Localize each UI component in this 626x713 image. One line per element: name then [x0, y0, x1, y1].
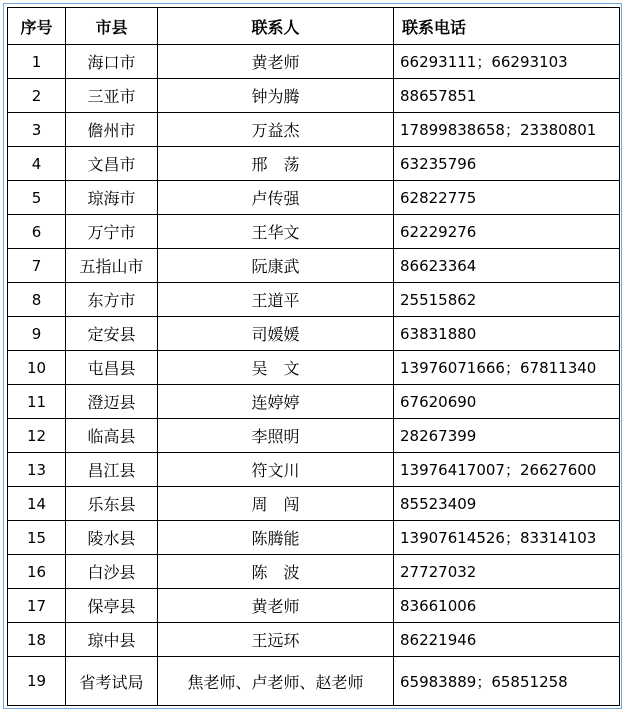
cell-contact: 焦老师、卢老师、赵老师 — [158, 657, 394, 706]
cell-seq: 10 — [8, 351, 66, 385]
cell-city: 琼中县 — [66, 623, 158, 657]
cell-city: 昌江县 — [66, 453, 158, 487]
cell-seq: 18 — [8, 623, 66, 657]
cell-seq: 14 — [8, 487, 66, 521]
table-row — [8, 181, 620, 215]
cell-seq: 11 — [8, 385, 66, 419]
table-body — [8, 45, 620, 706]
cell-seq: 19 — [8, 657, 66, 706]
cell-phone: 83661006 — [394, 589, 620, 623]
cell-contact: 符文川 — [158, 453, 394, 487]
cell-contact: 吴 文 — [158, 351, 394, 385]
cell-seq: 12 — [8, 419, 66, 453]
cell-city: 省考试局 — [66, 657, 158, 706]
cell-contact: 连婷婷 — [158, 385, 394, 419]
cell-phone: 65983889；65851258 — [394, 657, 620, 706]
cell-city: 白沙县 — [66, 555, 158, 589]
header-seq: 序号 — [8, 8, 66, 45]
cell-contact: 黄老师 — [158, 45, 394, 79]
cell-seq: 1 — [8, 45, 66, 79]
cell-phone: 13907614526；83314103 — [394, 521, 620, 555]
cell-city: 定安县 — [66, 317, 158, 351]
table-row — [8, 623, 620, 657]
cell-contact: 邢 荡 — [158, 147, 394, 181]
cell-city: 陵水县 — [66, 521, 158, 555]
cell-seq: 13 — [8, 453, 66, 487]
cell-city: 保亭县 — [66, 589, 158, 623]
cell-contact: 李照明 — [158, 419, 394, 453]
cell-phone: 62822775 — [394, 181, 620, 215]
cell-city: 文昌市 — [66, 147, 158, 181]
table-row — [8, 385, 620, 419]
table-row — [8, 589, 620, 623]
cell-city: 儋州市 — [66, 113, 158, 147]
cell-seq: 4 — [8, 147, 66, 181]
cell-seq: 3 — [8, 113, 66, 147]
cell-seq: 15 — [8, 521, 66, 555]
table-row — [8, 147, 620, 181]
cell-city: 东方市 — [66, 283, 158, 317]
cell-contact: 钟为腾 — [158, 79, 394, 113]
cell-phone: 13976417007；26627600 — [394, 453, 620, 487]
cell-phone: 27727032 — [394, 555, 620, 589]
table-row — [8, 215, 620, 249]
cell-phone: 17899838658；23380801 — [394, 113, 620, 147]
table-row — [8, 657, 620, 706]
cell-city: 三亚市 — [66, 79, 158, 113]
cell-contact: 黄老师 — [158, 589, 394, 623]
cell-seq: 6 — [8, 215, 66, 249]
contact-table — [7, 7, 620, 706]
header-city: 市县 — [66, 8, 158, 45]
table-row — [8, 79, 620, 113]
table-row — [8, 113, 620, 147]
cell-phone: 86623364 — [394, 249, 620, 283]
cell-phone: 62229276 — [394, 215, 620, 249]
table-row — [8, 419, 620, 453]
cell-phone: 67620690 — [394, 385, 620, 419]
cell-city: 澄迈县 — [66, 385, 158, 419]
cell-city: 万宁市 — [66, 215, 158, 249]
cell-city: 海口市 — [66, 45, 158, 79]
table-row — [8, 453, 620, 487]
cell-contact: 卢传强 — [158, 181, 394, 215]
table-row — [8, 555, 620, 589]
cell-contact: 周 闯 — [158, 487, 394, 521]
cell-phone: 66293111；66293103 — [394, 45, 620, 79]
cell-phone: 86221946 — [394, 623, 620, 657]
cell-contact: 万益杰 — [158, 113, 394, 147]
cell-phone: 88657851 — [394, 79, 620, 113]
cell-contact: 陈腾能 — [158, 521, 394, 555]
cell-phone: 63831880 — [394, 317, 620, 351]
table-row — [8, 487, 620, 521]
cell-contact: 王华文 — [158, 215, 394, 249]
cell-seq: 16 — [8, 555, 66, 589]
table-row — [8, 283, 620, 317]
cell-city: 琼海市 — [66, 181, 158, 215]
header-phone: 联系电话 — [394, 8, 620, 45]
cell-seq: 9 — [8, 317, 66, 351]
cell-seq: 17 — [8, 589, 66, 623]
cell-contact: 王远环 — [158, 623, 394, 657]
table-row — [8, 249, 620, 283]
table-row — [8, 317, 620, 351]
cell-contact: 阮康武 — [158, 249, 394, 283]
cell-seq: 2 — [8, 79, 66, 113]
table-row — [8, 351, 620, 385]
cell-contact: 陈 波 — [158, 555, 394, 589]
cell-phone: 85523409 — [394, 487, 620, 521]
cell-city: 五指山市 — [66, 249, 158, 283]
table-row — [8, 521, 620, 555]
cell-phone: 63235796 — [394, 147, 620, 181]
cell-phone: 13976071666；67811340 — [394, 351, 620, 385]
cell-seq: 5 — [8, 181, 66, 215]
cell-seq: 8 — [8, 283, 66, 317]
cell-city: 屯昌县 — [66, 351, 158, 385]
header-contact: 联系人 — [158, 8, 394, 45]
cell-city: 临高县 — [66, 419, 158, 453]
cell-contact: 王道平 — [158, 283, 394, 317]
table-row — [8, 45, 620, 79]
cell-phone: 25515862 — [394, 283, 620, 317]
cell-city: 乐东县 — [66, 487, 158, 521]
cell-phone: 28267399 — [394, 419, 620, 453]
cell-contact: 司媛媛 — [158, 317, 394, 351]
header-row — [8, 8, 620, 45]
cell-seq: 7 — [8, 249, 66, 283]
